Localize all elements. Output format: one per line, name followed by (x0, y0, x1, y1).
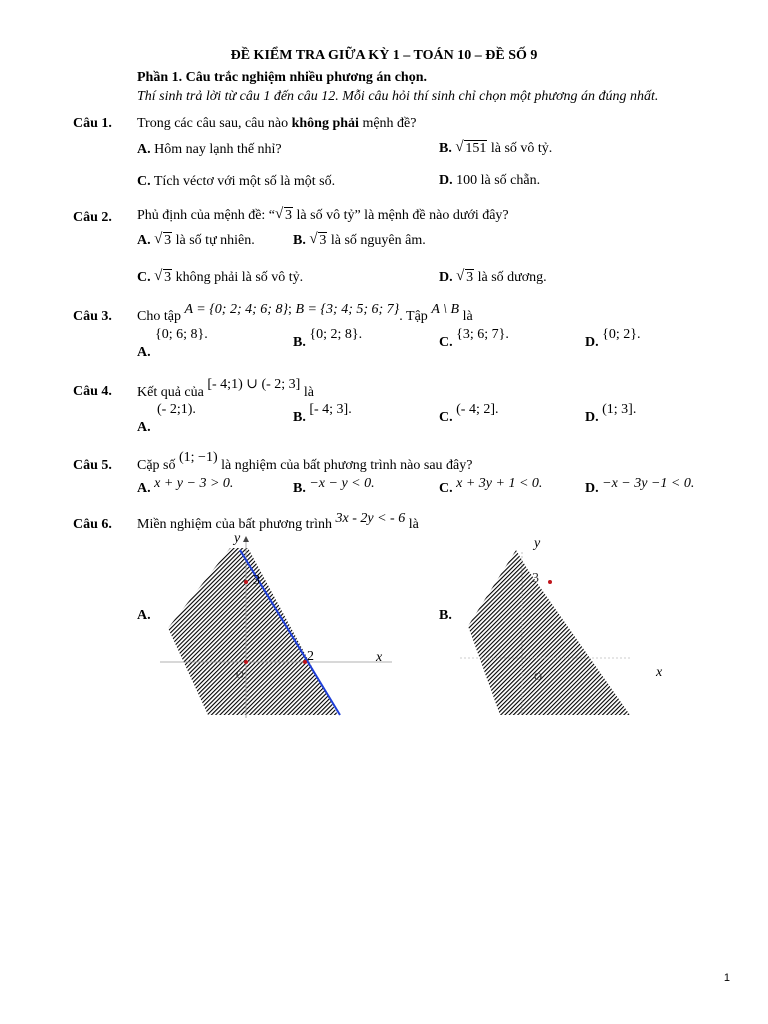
q6-graph-a-origin-point (244, 660, 248, 664)
q1-option-d[interactable]: D. 100 là số chẵn. (439, 173, 541, 188)
q6-graph-b-y-label: y (534, 536, 541, 551)
q1-label: Câu 1. (73, 116, 112, 131)
q1-option-c[interactable]: C. Tích véctơ với một số là một số. (137, 174, 336, 189)
q3-option-b[interactable]: B. {0; 2; 8}. (293, 327, 363, 350)
q2-option-d[interactable]: D. √ 3 là số dương. (439, 270, 547, 286)
q5-option-c[interactable]: C. x + 3y + 1 < 0. (439, 476, 543, 496)
q3-label: Câu 3. (73, 309, 112, 324)
part-heading: Phần 1. Câu trắc nghiệm nhiều phương án chọn. (137, 70, 427, 85)
q1-option-a[interactable]: A. Hôm nay lạnh thế nhỉ? (137, 142, 282, 157)
q6-graph-b-y-tick: 3 (532, 571, 539, 586)
q5-stem: Cặp số (1; −1) là nghiệm của bất phương trình nào sau đây? (137, 450, 473, 473)
q1-stem: Trong các câu sau, câu nào không phải mệnh đề? (137, 116, 417, 131)
q6-graph-a-x-label: x (376, 650, 383, 665)
q6-graph-b-point-y (548, 580, 552, 584)
q4-option-a[interactable]: A. (137, 420, 151, 435)
q6-graph-a-point-y (244, 580, 248, 584)
q6-graph-a-y-arrow-icon (243, 536, 249, 542)
q3-stem: Cho tập A = {0; 2; 4; 6; 8}; B = {3; 4; 5; 6; 7}. Tập A \ B là (137, 302, 473, 324)
q4-option-c[interactable]: C. (- 4; 2]. (439, 402, 499, 425)
q2-option-c[interactable]: C. √ 3 không phải là số vô tỷ. (137, 270, 303, 286)
q2-stem: Phủ định của mệnh đề: “√ 3 là số vô tỷ” là mệnh đề nào dưới đây? (137, 208, 509, 224)
q6-graph-b-origin-label: O (534, 671, 542, 683)
q3-option-d[interactable]: D. {0; 2}. (585, 327, 641, 350)
q6-option-a[interactable]: A. (137, 608, 151, 623)
q6-stem: Miền nghiệm của bất phương trình 3x - 2y < - 6 là (137, 511, 419, 532)
q2-option-a[interactable]: A. √ 3 là số tự nhiên. (137, 233, 255, 249)
q5-option-a[interactable]: A. x + y − 3 > 0. (137, 476, 234, 496)
q6-graph-a-x-tick: 2 (307, 649, 314, 664)
q4-option-a-value[interactable]: (- 2;1). (157, 402, 196, 417)
q3-option-c[interactable]: C. {3; 6; 7}. (439, 327, 509, 350)
q1-option-b[interactable]: B. √ 151 là số vô tỷ. (439, 141, 552, 157)
q6-graph-a-y-label: y (234, 531, 241, 546)
q3-option-a-value[interactable]: {0; 6; 8}. (155, 327, 208, 342)
q5-label: Câu 5. (73, 458, 112, 473)
q4-option-b[interactable]: B. [- 4; 3]. (293, 402, 352, 425)
q6-graph-a-origin-label: O (236, 669, 244, 681)
q6-graph-b[interactable] (460, 530, 680, 720)
q6-label: Câu 6. (73, 517, 112, 532)
q6-graph-b-x-label: x (656, 665, 663, 680)
q4-option-d[interactable]: D. (1; 3]. (585, 402, 637, 425)
q2-option-b[interactable]: B. √ 3 là số nguyên âm. (293, 233, 426, 249)
instruction: Thí sinh trả lời từ câu 1 đến câu 12. Mỗi câu hỏi thí sinh chỉ chọn một phương án đúng nhất. (137, 89, 659, 104)
q3-option-a[interactable]: A. (137, 345, 151, 360)
q5-option-d[interactable]: D. −x − 3y −1 < 0. (585, 476, 695, 496)
q2-label: Câu 2. (73, 210, 112, 225)
page-title: ĐỀ KIỂM TRA GIỮA KỲ 1 – TOÁN 10 – ĐỀ SỐ 9 (230, 48, 538, 63)
q5-option-b[interactable]: B. −x − y < 0. (293, 476, 375, 496)
q6-graph-a-y-tick: 3 (253, 573, 260, 588)
page-number: 1 (723, 972, 730, 984)
q6-graph-b-shaded-region (468, 550, 630, 715)
q6-option-b[interactable]: B. (439, 608, 452, 623)
q6-graph-a[interactable] (160, 528, 400, 718)
q4-stem: Kết quả của [- 4;1) ∪ (- 2; 3] là (137, 377, 314, 400)
q4-label: Câu 4. (73, 384, 112, 399)
